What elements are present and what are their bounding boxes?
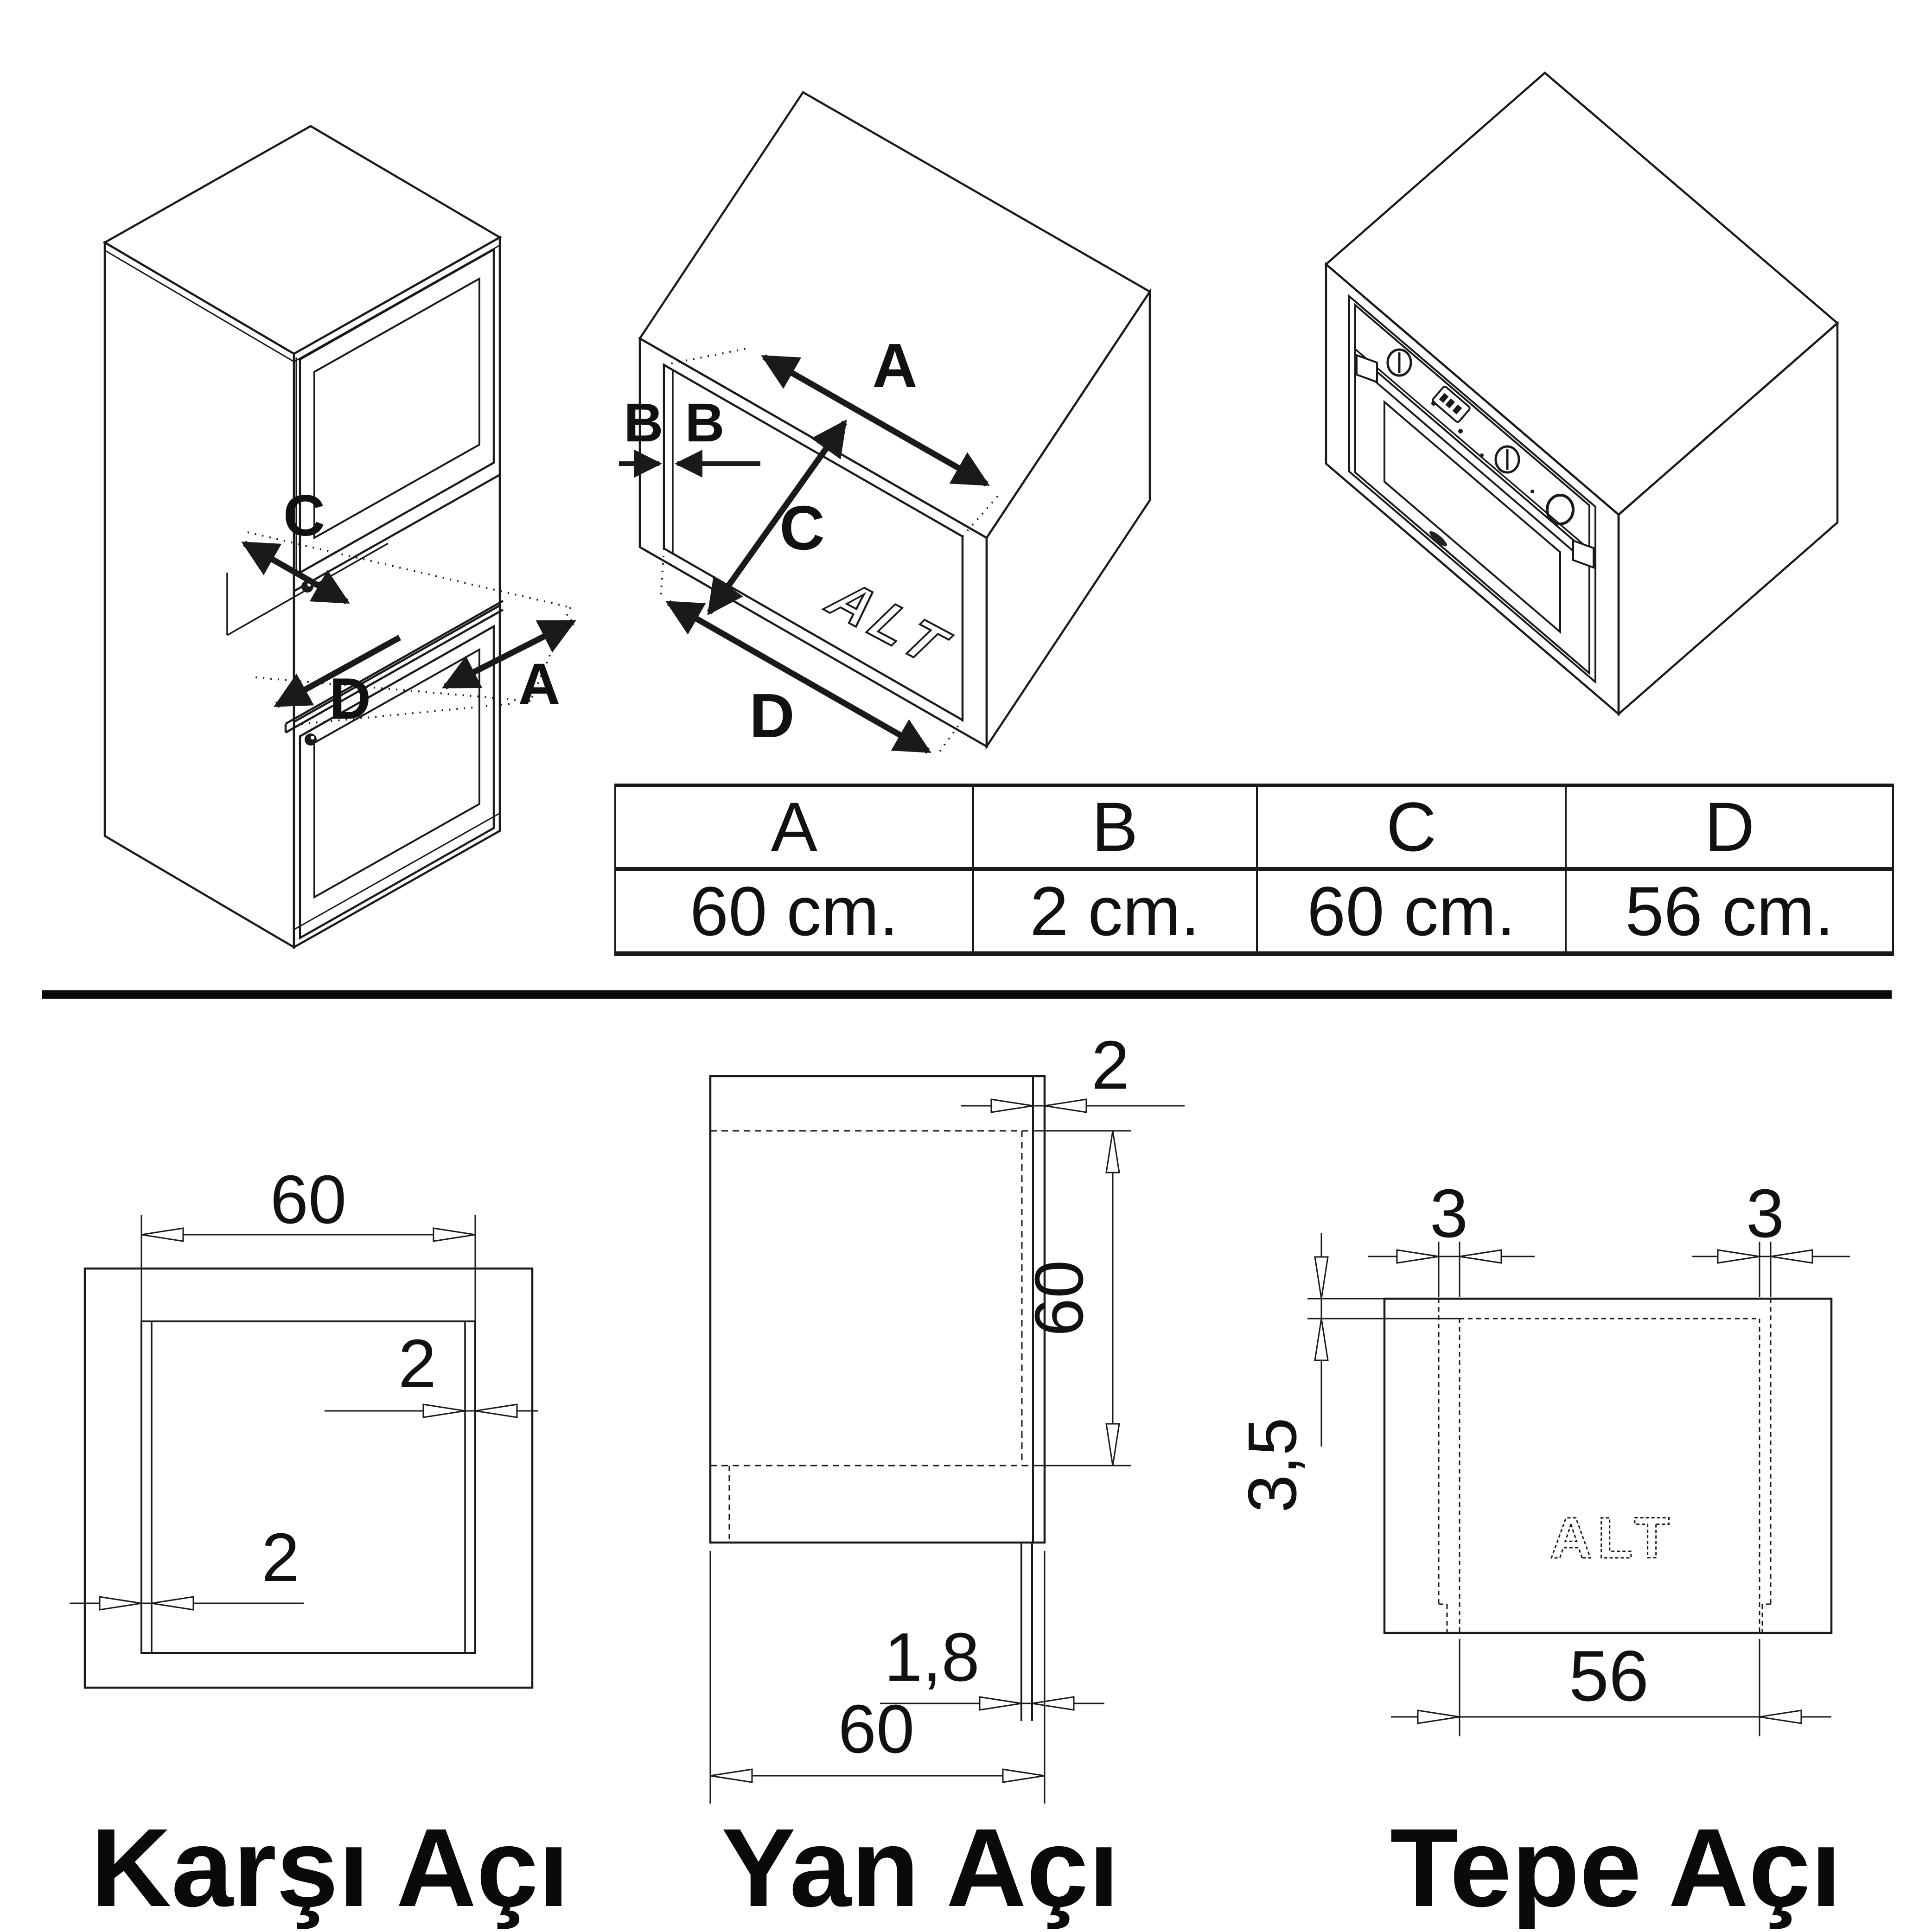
side-dim-18: 1,8 (884, 1619, 980, 1696)
top-floor-text: ALT (1550, 1506, 1675, 1570)
top-view-title: Tepe Açı (1390, 1805, 1842, 1930)
cabinet-top-face (1326, 73, 1837, 515)
side-dim-60: 60 (1021, 1260, 1097, 1337)
table-value-c: 60 cm. (1257, 869, 1566, 954)
label-a: A (518, 652, 561, 716)
dimension-table (614, 784, 1894, 956)
oven-logo (1428, 529, 1449, 548)
top-dim-3l: 3 (1429, 1175, 1468, 1252)
side-outer-rect (710, 1076, 1045, 1543)
handle-bracket-right (1573, 541, 1594, 567)
side-view-drawing (672, 1027, 1205, 1855)
side-dim-depth: 60 (838, 1691, 915, 1767)
table-header-row (615, 785, 1893, 869)
niche-opening (1349, 296, 1595, 682)
front-view-title: Karşı Açı (91, 1805, 569, 1930)
table-header-d: D (1566, 785, 1893, 869)
side-view-title: Yan Açı (721, 1805, 1120, 1930)
front-dim-right2: 2 (398, 1326, 437, 1402)
table-value-b: 2 cm. (973, 869, 1257, 954)
top-dim-3r: 3 (1746, 1175, 1785, 1252)
front-dim-60: 60 (270, 1161, 347, 1238)
top-view-drawing (1234, 1175, 1901, 1808)
oven-knob-3 (1547, 495, 1573, 524)
table-header-a: A (615, 785, 973, 869)
niche-floor-text: ALT (812, 572, 969, 676)
top-dim-35: 3,5 (1234, 1417, 1311, 1513)
cabinet-left-face (105, 242, 294, 947)
label-d: D (749, 681, 795, 751)
cabinet-top-face (105, 126, 500, 354)
upper-door (300, 249, 494, 573)
lower-door-knob (305, 733, 317, 746)
upper-door-frame (314, 279, 479, 538)
label-c: C (779, 493, 825, 563)
iso-oven-cabinet-drawing (1312, 60, 1859, 723)
side-dim-2: 2 (1091, 1027, 1130, 1103)
label-b-right: B (685, 392, 725, 453)
iso-tall-cabinet-drawing (46, 116, 626, 950)
top-outer-rect (1384, 1299, 1831, 1633)
label-d: D (329, 667, 371, 731)
table-header-c: C (1257, 785, 1566, 869)
table-value-d: 56 cm. (1566, 869, 1893, 954)
table-value-row (615, 869, 1893, 954)
front-dim-left2: 2 (261, 1519, 300, 1596)
label-c: C (283, 484, 325, 548)
box-right-face (987, 292, 1150, 746)
cabinet-right-face (1619, 323, 1837, 714)
handle-bracket-left (1357, 355, 1377, 382)
section-divider (42, 990, 1892, 999)
table-header-b: B (973, 785, 1257, 869)
iso-niche-box-drawing (617, 60, 1205, 751)
label-b-left: B (624, 392, 663, 453)
top-dim-56: 56 (1569, 1636, 1649, 1716)
front-view-drawing (46, 1150, 580, 1729)
box-top-face (640, 92, 1150, 538)
table-value-a: 60 cm. (615, 869, 973, 954)
label-a: A (872, 331, 918, 401)
